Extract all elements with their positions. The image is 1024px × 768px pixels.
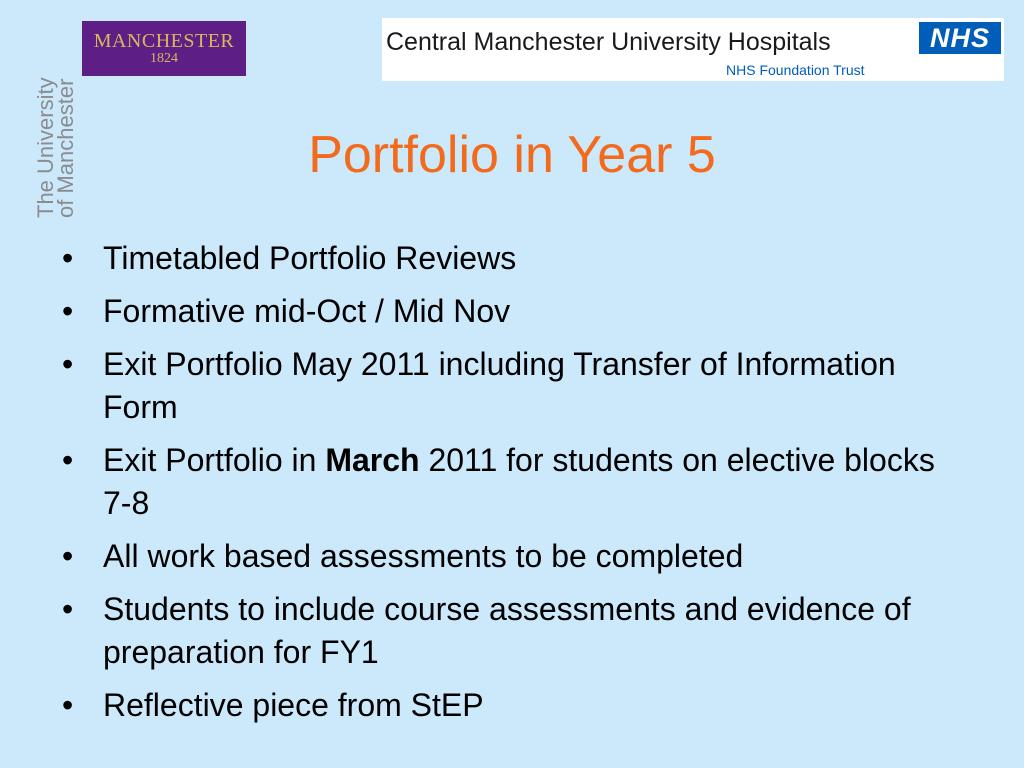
manchester-logo-year: 1824	[150, 50, 178, 66]
bullet-item: • All work based assessments to be completed	[60, 535, 960, 578]
university-of-manchester-logo	[82, 21, 246, 76]
bullet-text-post: 2011 for students on elective blocks 7-8	[103, 442, 935, 521]
bullet-list	[60, 237, 960, 737]
bullet-item: • Formative mid-Oct / Mid Nov	[60, 290, 960, 333]
bullet-item: • Students to include course assessments and evidence of preparation for FY1	[60, 588, 960, 674]
nhs-trust-banner	[382, 18, 1004, 81]
bullet-item	[60, 439, 960, 525]
bullet-item: • Reflective piece from StEP	[60, 684, 960, 727]
university-vertical-line2: of Manchester	[53, 78, 78, 218]
bullet-text-emphasis: March	[325, 442, 420, 478]
hospital-name: Central Manchester University Hospitals	[386, 28, 831, 56]
foundation-trust-label: NHS Foundation Trust	[726, 62, 865, 78]
bullet-item: • Exit Portfolio May 2011 including Transfer of Information Form	[60, 343, 960, 429]
slide-title: Portfolio in Year 5	[308, 126, 716, 184]
university-vertical-line1: The University	[33, 77, 58, 218]
nhs-logo: NHS	[919, 22, 1001, 54]
bullet-text-pre: Exit Portfolio in	[103, 442, 326, 478]
bullet-item: • Timetabled Portfolio Reviews	[60, 237, 960, 280]
manchester-logo-word: MANCHESTER	[93, 29, 235, 52]
